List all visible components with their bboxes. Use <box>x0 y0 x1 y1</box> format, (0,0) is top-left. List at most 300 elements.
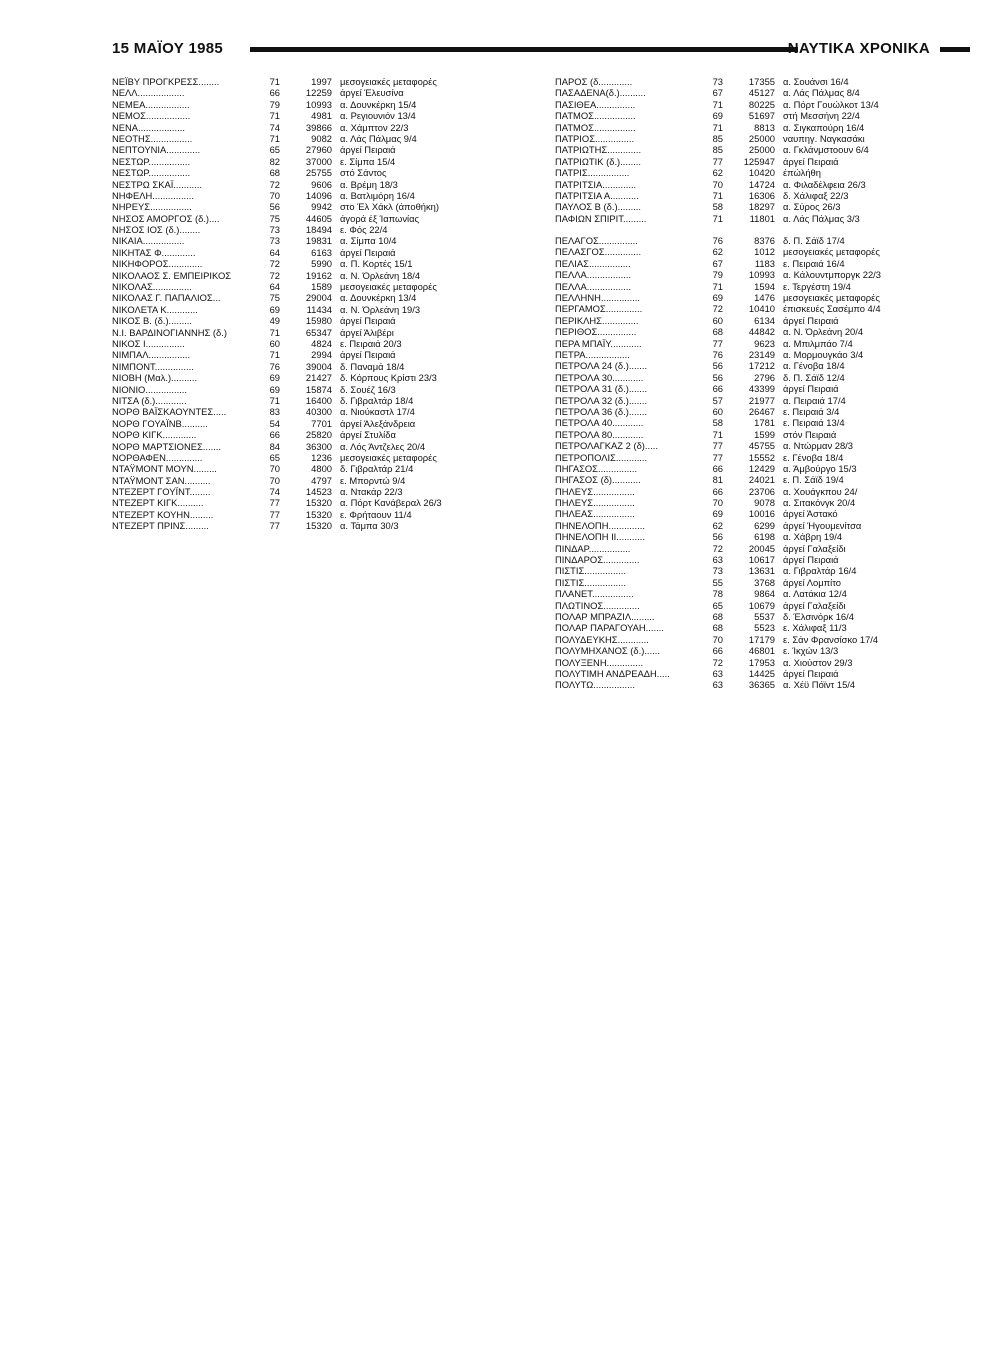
build-year: 77 <box>269 508 280 520</box>
ship-name: ΝΙΚΑΙΑ................ <box>112 235 185 247</box>
ship-location: α. Βατλιμόρη 16/4 <box>340 189 415 201</box>
ship-location: α. Ν. Όρλεάνη 19/3 <box>340 303 421 315</box>
build-year: 85 <box>712 132 723 144</box>
ship-name: ΝΕΝΑ.................. <box>112 121 185 133</box>
tonnage: 1594 <box>754 280 775 292</box>
build-year: 72 <box>712 656 723 668</box>
tonnage: 16400 <box>305 394 332 406</box>
ship-name: ΠΗΓΑΣΟΣ (δ)........... <box>555 474 641 486</box>
tonnage: 6163 <box>311 246 332 258</box>
tonnage: 8376 <box>754 235 775 247</box>
ship-name: ΠΟΛΥΜΗΧΑΝΟΣ (δ.)...... <box>555 645 660 657</box>
tonnage: 36365 <box>748 679 775 691</box>
table-row <box>555 179 935 190</box>
build-year: 77 <box>269 497 280 509</box>
ship-name: ΝΙΚΗΦΟΡΟΣ............. <box>112 258 203 270</box>
tonnage: 25755 <box>305 167 332 179</box>
ship-location: α. Γένοβα 18/4 <box>783 360 845 372</box>
ship-location: δ. Π. Σάϊδ 12/4 <box>783 371 845 383</box>
table-row <box>112 156 492 167</box>
table-row <box>555 645 935 656</box>
tonnage: 25000 <box>748 132 775 144</box>
tonnage: 36300 <box>305 440 332 452</box>
ship-location: α. Πόρτ Γουώλκοτ 13/4 <box>783 98 879 110</box>
table-row <box>112 384 492 395</box>
tonnage: 17212 <box>748 360 775 372</box>
build-year: 83 <box>269 406 280 418</box>
ship-location: α. Μπιλμπάο 7/4 <box>783 337 853 349</box>
build-year: 71 <box>712 189 723 201</box>
ship-location: ε. Πειραιά 16/4 <box>783 257 845 269</box>
ship-location: α. Σίμπα 10/4 <box>340 235 397 247</box>
ship-location: α. Ν. Όρλεάνη 18/4 <box>340 269 421 281</box>
ship-name: ΝΙΚΗΤΑΣ Φ............. <box>112 246 196 258</box>
tonnage: 17179 <box>748 633 775 645</box>
tonnage: 15320 <box>305 520 332 532</box>
ship-location: άργεί Ήγουμενίτσα <box>783 519 862 531</box>
table-row <box>555 360 935 371</box>
ship-location: δ. Γιβραλτάρ 21/4 <box>340 463 414 475</box>
ship-location: δ. Έλσινόρκ 16/4 <box>783 610 854 622</box>
tonnage: 14523 <box>305 486 332 498</box>
table-row <box>112 258 492 269</box>
ship-name: ΠΟΛΥΔΕΥΚΗΣ............ <box>555 633 649 645</box>
table-row <box>555 600 935 611</box>
table-row <box>112 235 492 246</box>
ship-name: ΝΙΚΟΛΕΤΑ Κ............ <box>112 303 198 315</box>
tonnage: 3768 <box>754 576 775 588</box>
build-year: 75 <box>269 212 280 224</box>
build-year: 77 <box>269 520 280 532</box>
ship-location: α. Φιλαδέλφεια 26/3 <box>783 178 866 190</box>
ship-location: α. Χάβρη 19/4 <box>783 531 843 543</box>
table-row <box>112 475 492 486</box>
ship-name: ΠΕΛΛΗΝΗ............... <box>555 292 640 304</box>
ship-location: δ. Χάλιφαξ 22/3 <box>783 189 849 201</box>
build-year: 58 <box>712 201 723 213</box>
tonnage: 15874 <box>305 383 332 395</box>
ship-name: ΝΙΚΟΛΑΣ Γ. ΠΑΠΑΛΙΟΣ... <box>112 292 221 304</box>
tonnage: 40300 <box>305 406 332 418</box>
build-year: 69 <box>712 292 723 304</box>
table-row <box>555 622 935 633</box>
build-year: 58 <box>712 417 723 429</box>
ship-name: ΠΗΛΕΥΣ................ <box>555 485 635 497</box>
ship-name: ΝΙΜΠΑΛ................ <box>112 349 191 361</box>
tonnage: 39004 <box>305 360 332 372</box>
build-year: 69 <box>712 110 723 122</box>
ship-location: ναυπηγ. Ναγκασάκι <box>783 132 865 144</box>
ship-location: άγορά έξ Ίαπωνίας <box>340 212 420 224</box>
ship-location: άργεί Πειραιά <box>340 246 396 258</box>
table-row <box>555 122 935 133</box>
tonnage: 39866 <box>305 121 332 133</box>
ship-location: α. Βρέμη 18/3 <box>340 178 398 190</box>
tonnage: 20045 <box>748 542 775 554</box>
ship-name: Ν.Ι. ΒΑΡΔΙΝΟΓΙΑΝΝΗΣ (δ.) <box>112 326 227 338</box>
tonnage: 44842 <box>748 326 775 338</box>
tonnage: 7701 <box>311 417 332 429</box>
ship-name: ΠΑΤΡΙΩΤΙΚ (δ.)........ <box>555 155 642 167</box>
tonnage: 2994 <box>311 349 332 361</box>
ship-name: ΠΟΛΥΞΕΝΗ.............. <box>555 656 644 668</box>
build-year: 76 <box>269 360 280 372</box>
tonnage: 4981 <box>311 110 332 122</box>
ship-location: άργεί Πειραιά <box>340 144 396 156</box>
build-year: 69 <box>269 383 280 395</box>
ship-location: μεσογειακές μεταφορές <box>340 281 437 293</box>
ship-location: α. Λός Άντζελες 20/4 <box>340 440 426 452</box>
ship-location: άργεί Γαλαξείδι <box>783 599 846 611</box>
tonnage: 5537 <box>754 610 775 622</box>
table-row <box>112 441 492 452</box>
table-row <box>555 110 935 121</box>
ship-name: ΝΤΕΖΕΡΤ ΚΙΓΚ.......... <box>112 497 204 509</box>
ship-name: ΝΕΪΒΥ ΠΡΟΓΚΡΕΣΣ........ <box>112 76 220 87</box>
table-row <box>112 372 492 383</box>
tonnage: 14096 <box>305 189 332 201</box>
ship-name: ΠΙΣΤΙΣ................ <box>555 576 626 588</box>
table-row <box>555 588 935 599</box>
table-row <box>555 452 935 463</box>
ship-name: ΝΙΟΝΙΟ................ <box>112 383 188 395</box>
build-year: 81 <box>712 474 723 486</box>
table-row <box>555 668 935 679</box>
build-year: 77 <box>712 155 723 167</box>
tonnage: 43399 <box>748 383 775 395</box>
build-year: 67 <box>712 257 723 269</box>
table-row <box>555 281 935 292</box>
magazine-title: ΝΑΥΤΙΚΑ ΧΡΟΝΙΚΑ <box>787 40 930 57</box>
build-year: 64 <box>269 246 280 258</box>
build-year: 73 <box>269 235 280 247</box>
tonnage: 21427 <box>305 372 332 384</box>
table-row <box>555 679 935 690</box>
table-row <box>112 87 492 98</box>
build-year: 71 <box>269 394 280 406</box>
ship-name: ΝΙΜΠΟΝΤ............... <box>112 360 194 372</box>
ship-location: α. Γκλάνμστοουν 6/4 <box>783 144 869 156</box>
ship-name: ΝΟΡΘ ΜΑΡΤΣΙΟΝΕΣ....... <box>112 440 221 452</box>
table-row <box>112 270 492 281</box>
ship-name: ΝΕΟΤΗΣ................ <box>112 132 193 144</box>
build-year: 84 <box>269 440 280 452</box>
build-year: 70 <box>712 633 723 645</box>
build-year: 56 <box>712 371 723 383</box>
ship-location: α. Σιγκαπούρη 16/4 <box>783 121 865 133</box>
build-year: 60 <box>712 314 723 326</box>
ship-location: στό Σάντος <box>340 167 387 179</box>
ship-location: άργεί Γαλαξείδι <box>783 542 846 554</box>
tonnage: 24021 <box>748 474 775 486</box>
ship-location: άργεί Λομπίτο <box>783 576 842 588</box>
ship-name: ΝΙΚΟΣ Β. (δ.)......... <box>112 315 193 327</box>
ship-location: ε. Σίμπα 15/4 <box>340 155 396 167</box>
table-row <box>555 190 935 201</box>
table-row <box>555 497 935 508</box>
table-row <box>112 292 492 303</box>
ship-location: α. Δουνκέρκη 15/4 <box>340 98 417 110</box>
table-row <box>112 497 492 508</box>
ship-name: ΠΙΝΔΑΡ................ <box>555 542 631 554</box>
table-row <box>555 634 935 645</box>
ship-name: ΠΕΤΡΟΛΑ 24 (δ.)....... <box>555 360 648 372</box>
build-year: 77 <box>712 337 723 349</box>
table-row <box>555 201 935 212</box>
tonnage: 1476 <box>754 292 775 304</box>
tonnage: 1236 <box>311 451 332 463</box>
tonnage: 23149 <box>748 348 775 360</box>
ship-location: άργεί Πειραιά <box>783 667 839 679</box>
ship-name: ΝΙΟΒΗ (Μαλ.).......... <box>112 372 198 384</box>
ship-location: δ. Παναμά 18/4 <box>340 360 405 372</box>
ship-name: ΝΗΣΟΣ ΑΜΟΡΓΟΣ (δ.).... <box>112 212 220 224</box>
table-row <box>555 417 935 428</box>
table-row <box>112 520 492 531</box>
ship-location: α. Μορμουγκάο 3/4 <box>783 348 864 360</box>
build-year: 72 <box>712 303 723 315</box>
build-year: 66 <box>712 645 723 657</box>
tonnage: 29004 <box>305 292 332 304</box>
tonnage: 21977 <box>748 394 775 406</box>
ship-location: α. Λάς Πάλμας 9/4 <box>340 132 417 144</box>
tonnage: 23706 <box>748 485 775 497</box>
build-year: 71 <box>269 76 280 87</box>
build-year: 70 <box>269 474 280 486</box>
ship-location: μεσογειακές μεταφορές <box>340 76 437 87</box>
table-row <box>112 395 492 406</box>
tonnage: 15980 <box>305 315 332 327</box>
ship-name: ΝΙΚΟΛΑΟΣ Σ. ΕΜΠΕΙΡΙΚΟΣ <box>112 269 232 281</box>
ship-location: άργεί Στυλίδα <box>340 429 396 441</box>
ship-location: α. Γιβραλτάρ 16/4 <box>783 565 857 577</box>
ship-location: άργεί Πειραιά <box>340 315 396 327</box>
table-row <box>112 509 492 520</box>
ship-location: άργεί Πειραιά <box>783 554 839 566</box>
build-year: 70 <box>269 463 280 475</box>
table-row <box>555 611 935 622</box>
ship-name: ΝΙΤΣΑ (δ.)............ <box>112 394 187 406</box>
table-row <box>112 167 492 178</box>
table-row <box>555 565 935 576</box>
ship-location: άργεί Πειραιά <box>340 349 396 361</box>
build-year: 66 <box>269 429 280 441</box>
ship-location: μεσογειακές μεταφορές <box>340 451 437 463</box>
table-row <box>112 406 492 417</box>
ship-name: ΠΕΤΡΟΛΑΓΚΑΖ 2 (δ)..... <box>555 440 658 452</box>
ship-location: μεσογειακές μεταφορές <box>783 246 880 258</box>
table-row <box>555 520 935 531</box>
table-row <box>555 554 935 565</box>
tonnage: 6198 <box>754 531 775 543</box>
ship-name: ΝΟΡΘ ΒΑΪΣΚΑΟΥΝΤΕΣ..... <box>112 406 227 418</box>
table-row <box>112 133 492 144</box>
table-row <box>555 349 935 360</box>
tonnage: 15552 <box>748 451 775 463</box>
table-row <box>112 144 492 155</box>
table-row <box>112 452 492 463</box>
build-year: 68 <box>269 167 280 179</box>
table-row <box>112 463 492 474</box>
table-row <box>555 338 935 349</box>
table-row <box>112 429 492 440</box>
table-row <box>555 406 935 417</box>
ship-name: ΠΕΡΙΘΟΣ............... <box>555 326 637 338</box>
ship-name: ΠΕΤΡΟΠΟΛΙΣ............ <box>555 451 648 463</box>
table-row <box>112 224 492 235</box>
table-row <box>555 543 935 554</box>
ship-location: α. Ν. Όρλεάνη 20/4 <box>783 326 864 338</box>
ship-location: στο Έλ Χάκλ (άποθήκη) <box>340 201 440 213</box>
ship-name: ΠΗΛΕΑΣ................ <box>555 508 635 520</box>
table-row <box>112 190 492 201</box>
build-year: 66 <box>269 87 280 99</box>
build-year: 74 <box>269 121 280 133</box>
build-year: 60 <box>269 337 280 349</box>
ship-location: ε. Πειραιά 13/4 <box>783 417 845 429</box>
table-row <box>555 156 935 167</box>
tonnage: 12429 <box>748 462 775 474</box>
tonnage: 37000 <box>305 155 332 167</box>
ship-name: ΝΤΕΖΕΡΤ ΠΡΙΝΣ......... <box>112 520 209 532</box>
tonnage: 15320 <box>305 508 332 520</box>
ship-location: ε. Ίκχών 13/3 <box>783 645 839 657</box>
tonnage: 12259 <box>305 87 332 99</box>
tonnage: 1997 <box>311 76 332 87</box>
table-row <box>112 304 492 315</box>
tonnage: 19831 <box>305 235 332 247</box>
build-year: 57 <box>712 394 723 406</box>
build-year: 75 <box>269 292 280 304</box>
ship-name: ΠΑΥΛΟΣ Β (δ.)......... <box>555 201 642 213</box>
ship-location: ε. Φρήταουν 11/4 <box>340 508 412 520</box>
tonnage: 1781 <box>754 417 775 429</box>
build-year: 67 <box>712 87 723 99</box>
build-year: 72 <box>269 258 280 270</box>
ship-name: ΝΟΡΘΑΦΕΝ.............. <box>112 451 203 463</box>
ship-name: ΝΗΣΟΣ ΙΟΣ (δ.)........ <box>112 224 201 236</box>
table-row <box>555 657 935 668</box>
build-year: 70 <box>712 178 723 190</box>
build-year: 68 <box>712 610 723 622</box>
table-row <box>112 361 492 372</box>
table-row <box>555 76 935 87</box>
ship-name: ΠΕΤΡΟΛΑ 80............ <box>555 428 644 440</box>
build-year: 82 <box>269 155 280 167</box>
tonnage: 44605 <box>305 212 332 224</box>
ship-name: ΠΛΑΝΕΤ................ <box>555 588 634 600</box>
ship-location: α. Λάς Πάλμας 3/3 <box>783 212 860 224</box>
build-year: 74 <box>269 486 280 498</box>
ship-name: ΝΕΛΛ.................. <box>112 87 185 99</box>
ship-location: ε. Πειραιά 3/4 <box>783 405 840 417</box>
tonnage: 10410 <box>748 303 775 315</box>
ship-name: ΝΕΜΕΑ................. <box>112 98 190 110</box>
build-year: 76 <box>712 348 723 360</box>
build-year: 77 <box>712 451 723 463</box>
ship-name: ΠΑΣΑΔΕΝΑ(δ.).......... <box>555 87 646 99</box>
ship-name: ΠΕΛΑΣΓΟΣ.............. <box>555 246 642 258</box>
build-year: 69 <box>269 372 280 384</box>
tonnage: 10679 <box>748 599 775 611</box>
ship-name: ΝΙΚΟΛΑΣ............... <box>112 281 192 293</box>
table-row <box>555 326 935 337</box>
build-year: 76 <box>712 235 723 247</box>
ship-name: ΠΕΡΓΑΜΟΣ.............. <box>555 303 643 315</box>
table-row <box>555 315 935 326</box>
tonnage: 27960 <box>305 144 332 156</box>
table-row <box>555 133 935 144</box>
build-year: 65 <box>712 599 723 611</box>
ship-location: δ. Π. Σάϊδ 17/4 <box>783 235 845 247</box>
build-year: 49 <box>269 315 280 327</box>
build-year: 79 <box>712 269 723 281</box>
ship-name: ΝΤΑΫΜΟΝΤ ΜΟΥΝ......... <box>112 463 217 475</box>
table-row <box>112 247 492 258</box>
tonnage: 4797 <box>311 474 332 486</box>
ship-location: άργεί Άστακό <box>783 508 838 520</box>
table-row <box>112 315 492 326</box>
table-row <box>555 486 935 497</box>
ship-name: ΝΟΡΘ ΚΙΓΚ............. <box>112 429 197 441</box>
ship-name: ΠΑΦΙΩΝ ΣΠΙΡΙΤ......... <box>555 212 647 224</box>
tonnage: 45755 <box>748 440 775 452</box>
build-year: 56 <box>712 360 723 372</box>
build-year: 79 <box>269 98 280 110</box>
tonnage: 9864 <box>754 588 775 600</box>
ship-location: α. Χουάγκπου 24/ <box>783 485 858 497</box>
ship-location: δ. Γιβραλτάρ 18/4 <box>340 394 414 406</box>
table-row <box>555 303 935 314</box>
ship-location: έπώλήθη <box>783 167 821 179</box>
ship-name: ΠΕΤΡΟΛΑ 32 (δ.)....... <box>555 394 648 406</box>
ship-location: α. Πειραιά 17/4 <box>783 394 846 406</box>
table-row <box>555 531 935 542</box>
build-year: 71 <box>712 428 723 440</box>
tonnage: 5523 <box>754 622 775 634</box>
tonnage: 1599 <box>754 428 775 440</box>
tonnage: 9606 <box>311 178 332 190</box>
build-year: 56 <box>712 531 723 543</box>
header-rule <box>250 47 798 52</box>
issue-date: 15 ΜΑΪΟΥ 1985 <box>112 40 224 57</box>
table-row <box>555 167 935 178</box>
build-year: 71 <box>269 326 280 338</box>
table-row <box>112 281 492 292</box>
build-year: 63 <box>712 554 723 566</box>
tonnage: 26467 <box>748 405 775 417</box>
build-year: 77 <box>712 440 723 452</box>
tonnage: 25820 <box>305 429 332 441</box>
build-year: 71 <box>712 280 723 292</box>
tonnage: 80225 <box>748 98 775 110</box>
build-year: 66 <box>712 485 723 497</box>
ship-name: ΠΛΩΤΙΝΟΣ.............. <box>555 599 640 611</box>
tonnage: 17953 <box>748 656 775 668</box>
tonnage: 11434 <box>306 303 332 315</box>
build-year: 71 <box>712 212 723 224</box>
ship-name: ΠΕΛΛΑ................. <box>555 269 632 281</box>
ship-name: ΠΑΡΟΣ (δ............. <box>555 76 633 87</box>
build-year: 71 <box>269 349 280 361</box>
build-year: 54 <box>269 417 280 429</box>
ship-location: άργεί Πειραιά <box>783 155 839 167</box>
table-row <box>555 463 935 474</box>
tonnage: 15320 <box>305 497 332 509</box>
table-row <box>555 258 935 269</box>
tonnage: 14724 <box>748 178 775 190</box>
ship-location: στόν Πειραιά <box>783 428 837 440</box>
